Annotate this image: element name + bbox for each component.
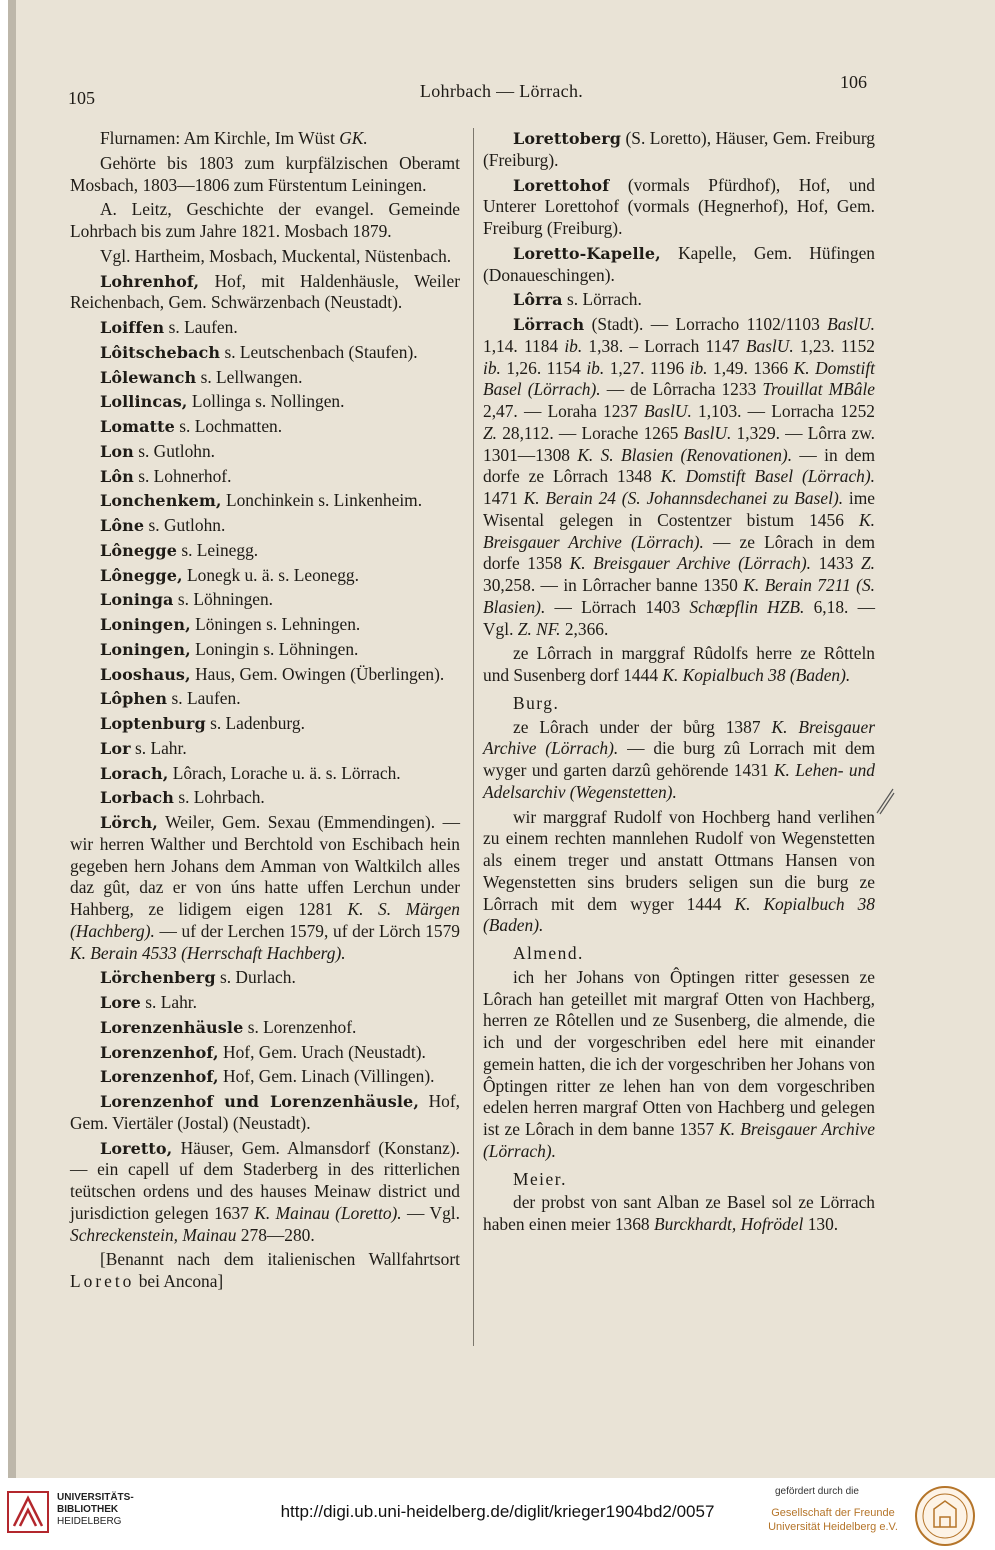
left-entry: Lohrenhof, Hof, mit Haldenhäusle, Weiler Reichenbach, Gem. Schwärzenbach (Neustadt). [70, 270, 460, 313]
left-entry: Lôitschebach s. Leutschenbach (Staufen). [100, 341, 418, 362]
right-entry: Lôrra s. Lörrach. [513, 289, 642, 310]
sponsor-name-line-1: Gesellschaft der Freunde [771, 1507, 895, 1519]
left-entry: Lorenzenhof, Hof, Gem. Urach (Neustadt). [100, 1041, 426, 1062]
page-number-right: 106 [840, 72, 867, 92]
left-entry: Lore s. Lahr. [100, 992, 197, 1012]
page-edge [8, 0, 16, 1478]
right-entry: ich her Johans von Ôptingen ritter gesessen ze Lôrach han geteillet mit margraf Otten von Hachberg, herren ze Rôtellen und ze Susenberg, die almende, die ich und der vorgeschriben edel here mit einander gemein hatten, die ich der vorgeschriben her Johans von Ôptingen ritter ze lehen han von dem vorgeschriben edelen herren margraf Otten von Hachberg und gelegen ist ze Lôrach in dem banne 1357 K. Breisgauer Archive (Lörrach). [483, 966, 875, 1161]
left-column [70, 128, 460, 1296]
permalink-url[interactable]: http://digi.ub.uni-heidelberg.de/diglit/krieger1904bd2/0057 [280, 1502, 715, 1521]
right-entry: ze Lôrrach in marggraf Rûdolfs herre ze Rôtteln und Susenberg dorf 1444 K. Kopialbuch 38 (Baden). [483, 643, 875, 685]
left-entry: A. Leitz, Geschichte der evangel. Gemeinde Lohrbach bis zum Jahre 1821. Mosbach 1879. [70, 199, 460, 241]
left-entry: Lônegge, Lonegk u. ä. s. Leonegg. [100, 564, 359, 585]
library-name-line-3: HEIDELBERG [57, 1516, 122, 1527]
left-entry: Lollincas, Lollinga s. Nollingen. [100, 391, 345, 412]
left-entry: Loninga s. Löhningen. [100, 589, 274, 610]
left-entry: Loningen, Löningen s. Lehningen. [100, 614, 361, 634]
page-number-left: 105 [68, 88, 95, 108]
left-entry: Lonchenkem, Lonchinkein s. Linkenheim. [100, 490, 423, 511]
left-entry: Lorach, Lôrach, Lorache u. ä. s. Lörrach. [100, 762, 401, 783]
running-title: Lohrbach — Lörrach. [419, 81, 584, 101]
right-entry: ze Lôrach under der bůrg 1387 K. Breisgauer Archive (Lörrach). — die burg zû Lorrach mit dem wyger und garten darzû gehörende 1431 K. Lehen- und Adelsarchiv (Wegenstetten). [483, 716, 876, 802]
left-entry: Lorenzenhäusle s. Lorenzenhof. [100, 1016, 357, 1037]
left-entry: Lôn s. Lohnerhof. [100, 465, 232, 486]
left-entry: Lôlewanch s. Lellwangen. [100, 366, 303, 387]
right-entry: Loretto-Kapelle, Kapelle, Gem. Hüfingen (Donaueschingen). [483, 242, 875, 285]
right-entry: Lorettoberg (S. Loretto), Häuser, Gem. Freiburg (Freiburg). [483, 128, 875, 170]
library-name-line-1: UNIVERSITÄTS- [57, 1492, 134, 1503]
right-entry: wir marggraf Rudolf von Hochberg hand verlihen zu einem rechten mannlehen Rudolf von Wegenstetten als einem treger und anstatt Ottmans Hansen von Wegenstetten sins bruders seligen sun die burg ze Lôrrach mit dem wyger 1444 K. Kopialbuch 38 (Baden). [483, 806, 876, 936]
left-entry: Lor s. Lahr. [100, 737, 187, 758]
left-entry: Loiffen s. Laufen. [100, 317, 238, 337]
library-name-line-2: BIBLIOTHEK [57, 1504, 119, 1515]
left-entry: Looshaus, Haus, Gem. Owingen (Überlingen). [100, 663, 445, 684]
section-heading: Burg. [513, 692, 560, 713]
left-entry: Loretto, Häuser, Gem. Almansdorf (Konstanz). — ein capell uf dem Staderberg in des ritterlichen teütschen ordens und des hauses Meinaw district und jurisdiction gelegen 1637 K. Mainau (Loretto). — Vgl. Schreckenstein, Mainau 278—280. [70, 1137, 460, 1245]
column-divider [473, 128, 474, 1346]
left-entry: Lörch, Weiler, Gem. Sexau (Emmendingen). — wir herren Walther und Berchtold von Eschibach hein gegeben hern Johans dem Amman von Waltkilch alles daz gût, daz er von úns hatte uffen Lerchun under Hahberg, ze lidigem eigen 1281 K. S. Märgen (Hachberg). — uf der Lerchen 1579, uf der Lörch 1579 K. Berain 4533 (Herrschaft Hachberg). [70, 812, 460, 963]
right-entry: der probst von sant Alban ze Basel sol ze Lörrach haben einen meier 1368 Burckhardt, Hofrödel 130. [483, 1192, 875, 1234]
left-entry: Vgl. Hartheim, Mosbach, Muckental, Nüstenbach. [100, 245, 452, 266]
section-heading: Meier. [513, 1168, 567, 1189]
left-entry: Gehörte bis 1803 zum kurpfälzischen Oberamt Mosbach, 1803—1806 zum Fürstentum Leiningen. [70, 152, 460, 195]
sponsor-name-line-2: Universität Heidelberg e.V. [768, 1521, 898, 1533]
sponsor-name [768, 1506, 898, 1534]
right-entry: Lörrach (Stadt). — Lorracho 1102/1103 BaslU. 1,14. 1184 ib. 1,38. – Lorrach 1147 BaslU. 1,23. 1152 ib. 1,26. 1154 ib. 1,27. 1196 ib. 1,49. 1366 K. Domstift Basel (Lörrach). — de Lôrracha 1233 Trouillat MBâle 2,47. — Loraha 1237 BaslU. 1,103. — Lorracha 1252 Z. 28,112. — Lorache 1265 BaslU. 1,329. — Lôrra zw. 1301—1308 K. S. Blasien (Renovationen). — in dem dorfe ze Lôrrach 1348 K. Domstift Basel (Lörrach). 1471 K. Berain 24 (S. Johannsdechanei zu Basel). ime Wisental gelegen in Costentzer bistum 1456 K. Breisgauer Archive (Lörrach). — ze Lôrach in dem dorfe 1358 K. Breisgauer Archive (Lörrach). 1433 Z. 30,258. — in Lôrracher banne 1350 K. Berain 7211 (S. Blasien). — Lörrach 1403 Schœpflin HZB. 6,18. — Vgl. Z. NF. 2,366. [483, 314, 876, 639]
right-entry: Lorettohof (vormals Pfürdhof), Hof, und Unterer Lorettohof (vormals (Hegnerhof), Hof, Gem. Freiburg (Freiburg). [483, 174, 875, 238]
left-entry: Loningen, Loningin s. Löhningen. [100, 638, 359, 659]
left-entry: Lörchenberg s. Durlach. [100, 967, 296, 988]
pencil-mark-icon [874, 786, 896, 816]
university-seal-icon [914, 1485, 976, 1547]
left-entry: [Benannt nach dem italienischen Wallfahrtsort Loreto bei Ancona] [70, 1249, 460, 1291]
left-entry: Flurnamen: Am Kirchle, Im Wüst GK. [100, 128, 368, 148]
sponsor-caption: gefördert durch die [775, 1486, 859, 1497]
section-heading: Almend. [513, 943, 584, 963]
left-entry: Lorenzenhof, Hof, Gem. Linach (Villingen). [100, 1066, 435, 1087]
left-entry: Lôphen s. Laufen. [100, 688, 241, 709]
right-column [483, 128, 875, 1239]
left-entry: Lône s. Gutlohn. [100, 515, 226, 535]
left-entry: Lon s. Gutlohn. [100, 440, 216, 461]
left-entry: Lorbach s. Lohrbach. [100, 787, 265, 808]
left-entry: Lomatte s. Lochmatten. [100, 416, 283, 436]
left-entry: Lônegge s. Leinegg. [100, 539, 259, 560]
scanned-page [8, 0, 995, 1478]
footer-bar [0, 1478, 995, 1550]
left-entry: Loptenburg s. Ladenburg. [100, 713, 305, 733]
left-entry: Lorenzenhof und Lorenzenhäusle, Hof, Gem. Viertäler (Jostal) (Neustadt). [70, 1091, 460, 1133]
